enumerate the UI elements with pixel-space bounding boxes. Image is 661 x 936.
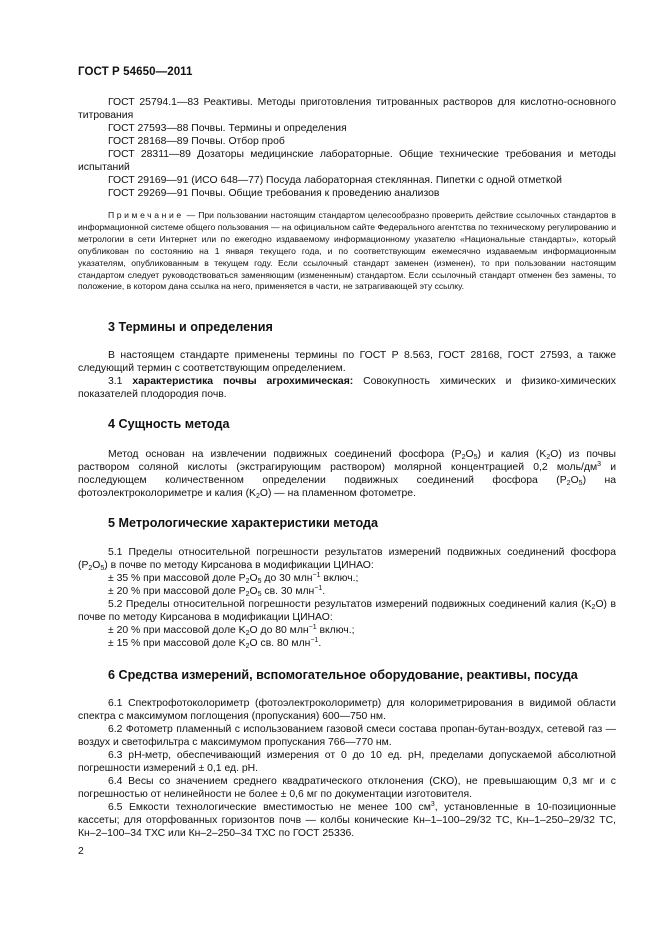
paragraph: 6.2 Фотометр пламенный с использованием газовой смеси состава пропан-бутан-воздух, сетевой газ — воздух и светофильтра с максимумом пропускания 766—770 нм. — [78, 724, 616, 748]
list-item: ± 20 % при массовой доле $K_2O$ до 80 млн$^{-1}$ включ.; — [108, 624, 355, 637]
section-4-body — [78, 448, 616, 500]
references-list — [78, 96, 616, 200]
list-item: ± 20 % при массовой доле $P_2O_5$ св. 30 млн$^{-1}$. — [108, 585, 326, 598]
section-5-body — [78, 546, 616, 650]
reference-item: ГОСТ 27593—88 Почвы. Термины и определения — [108, 123, 347, 134]
section-4-heading: 4 Сущность метода — [108, 417, 230, 431]
reference-item: ГОСТ 28311—89 Дозаторы медицинские лабораторные. Общие технические требования и методы испытаний — [78, 149, 616, 173]
paragraph: В настоящем стандарте применены термины по ГОСТ Р 8.563, ГОСТ 28168, ГОСТ 27593, а также следующий термин с соответствующим определением. — [78, 350, 616, 374]
note-text: — При пользовании настоящим стандартом целесообразно проверить действие ссылочных стандартов в информационной системе общего пользования — на официальном сайте Федерального агентства по техническому регулированию и метрологии в сети Интернет или по ежегодно издаваемому информационному указателю «Национальные стандарты», который опубликован по состоянию на 1 января текущего года, и по соответствующим ежемесячно издаваемым информационным указателям, опубликованным в текущем году. Если ссылочный стандарт заменен (изменен), то при пользовании настоящим стандартом следует руководствоваться заменяющим (измененным) стандартом. Если ссылочный стандарт отменен без замены, то положение, в котором дана ссылка на него, применяется в части, не затрагивающей эту ссылку. — [78, 210, 616, 292]
section-6-heading: 6 Средства измерений, вспомогательное оборудование, реактивы, посуда — [108, 668, 578, 682]
paragraph: 6.1 Спектрофотоколориметр (фотоэлектроколориметр) для колориметрирования в видимой области спектра с максимумом поглощения (пропускания) 600—750 нм. — [78, 698, 616, 722]
reference-item: ГОСТ 29169—91 (ИСО 648—77) Посуда лабораторная стеклянная. Пипетки с одной отметкой — [108, 175, 562, 186]
document-header: ГОСТ Р 54650—2011 — [78, 66, 193, 78]
reference-item: ГОСТ 28168—89 Почвы. Отбор проб — [108, 136, 285, 147]
reference-item: ГОСТ 25794.1—83 Реактивы. Методы приготовления титрованных растворов для кислотно-основного титрования — [78, 97, 616, 121]
list-item: ± 15 % при массовой доле $K_2O$ св. 80 млн$^{-1}$. — [108, 637, 322, 650]
note-paragraph — [78, 210, 616, 293]
paragraph: Метод основан на извлечении подвижных соединений фосфора $(P_2O_5)$ и калия $(K_2O)$ из почвы раствором соляной кислоты (экстрагирующим раствором) молярной концентрацией 0,2 моль/$дм^3$ и последующем количественном определении подвижных соединений фосфора $(P_2O_5)$ на фотоэлектроколориметре и калия $(K_2O)$ — на пламенном фотометре. — [78, 449, 616, 500]
clause-number: 3.1 — [108, 376, 133, 387]
paragraph: 5.1 Пределы относительной погрешности результатов измерений подвижных соединений фосфора $(P_2O_5)$ в почве по методу Кирсанова в модификации ЦИНАО: — [78, 547, 616, 572]
term-paragraph — [78, 375, 616, 401]
section-3-body — [78, 349, 616, 401]
term: характеристика почвы агрохимическая: — [132, 376, 354, 387]
page-number: 2 — [78, 846, 84, 857]
paragraph: 5.2 Пределы относительной погрешности результатов измерений подвижных соединений калия $(K_2O)$ в почве по методу Кирсанова в модификации ЦИНАО: — [78, 599, 616, 623]
section-6-body — [78, 697, 616, 840]
term-definition: Совокупность химических и физико-химических показателей плодородия почв. — [78, 376, 616, 400]
list-item: ± 35 % при массовой доле $P_2O_5$ до 30 млн$^{-1}$ включ.; — [108, 572, 359, 585]
paragraph: 6.4 Весы со значением среднего квадратического отклонения (СКО), не превышающим 0,3 мг и с погрешностью от нелинейности не более ± 0,6 мг по документации изготовителя. — [78, 776, 616, 800]
section-5-heading: 5 Метрологические характеристики метода — [108, 516, 379, 530]
note-block — [78, 210, 616, 293]
paragraph: 6.3 pH-метр, обеспечивающий измерения от 0 до 10 ед. pH, пределами допускаемой абсолютной погрешности измерений ± 0,1 ед. pH. — [78, 750, 616, 774]
note-label: Примечание — [108, 210, 184, 220]
paragraph: 6.5 Емкости технологические вместимостью не менее 100 $см^3$, установленные в 10-позиционные кассеты; для оторфованных горизонтов почв — колбы конические Кн–1–100–29/32 ТС, Кн–1–250–29/32 ТС, Кн–2–100–34 ТХС или Кн–2–250–34 ТХС по ГОСТ 25336. — [78, 801, 616, 839]
section-3-heading: 3 Термины и определения — [108, 320, 273, 334]
reference-item: ГОСТ 29269—91 Почвы. Общие требования к проведению анализов — [108, 188, 440, 199]
